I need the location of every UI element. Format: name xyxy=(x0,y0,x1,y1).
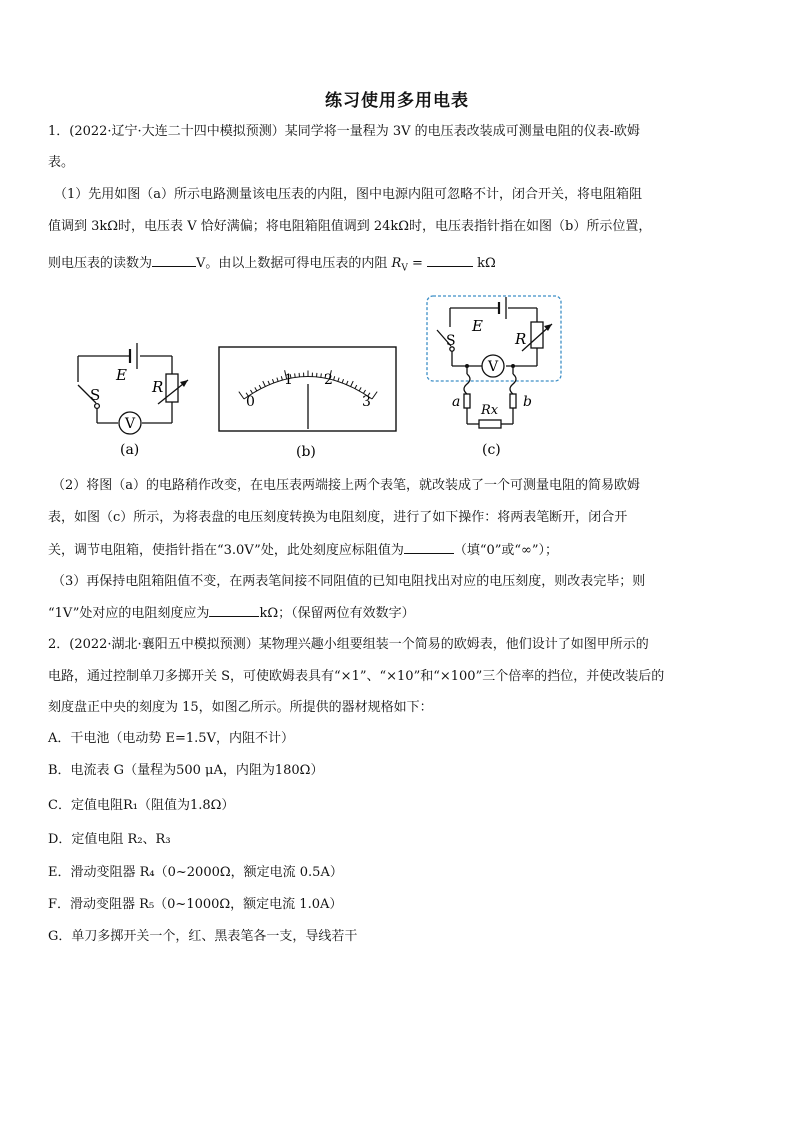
q1-line-1: 1．(2022·辽宁·大连二十四中模拟预测）某同学将一量程为 3V 的电压表改装成可测量电阻的仪表-欧姆 xyxy=(48,124,641,139)
fig-c-probe-a-label: a xyxy=(452,394,461,410)
q1-p3-prompt: “1V”处对应的电阻刻度应为 xyxy=(48,606,210,621)
q2-item-d: D．定值电阻 R₂、R₃ xyxy=(48,832,171,847)
dial-tick xyxy=(363,390,365,393)
dial-tick xyxy=(372,392,377,399)
dial-tick xyxy=(268,381,270,385)
q2-line-3: 刻度盘正中央的刻度为 15，如图乙所示。所提供的器材规格如下： xyxy=(48,700,433,715)
fig-a-emf-label: E xyxy=(116,366,127,384)
q2-item-e: E．滑动变阻器 R₄（0~2000Ω，额定电流 0.5A） xyxy=(48,865,343,880)
fig-a-switch-label: S xyxy=(90,386,101,404)
fig-c-caption: (c) xyxy=(482,442,501,458)
fig-c-emf-label: E xyxy=(472,317,483,335)
dial-tick xyxy=(295,373,296,377)
dial-tick-label-2: 2 xyxy=(324,372,333,388)
dial-tick-label-1: 1 xyxy=(284,372,293,388)
dial-tick xyxy=(321,373,322,377)
q2-item-g: G．单刀多掷开关一个，红、黑表笔各一支，导线若干 xyxy=(48,929,358,944)
q2-line-1: 2．(2022·湖北·襄阳五中模拟预测）某物理兴趣小组要组装一个简易的欧姆表，他们设计了如图甲所示的 xyxy=(48,637,649,652)
fig-b-caption: (b) xyxy=(296,444,316,460)
q1-p2-prompt: 关，调节电阻箱，使指针指在“3.0V”处，此处刻度应标阻值为 xyxy=(48,543,404,558)
q1-p2-line-3 xyxy=(48,541,558,560)
dial-tick xyxy=(338,378,339,382)
answer-blank-voltage[interactable] xyxy=(152,254,196,267)
figure-a-circuit xyxy=(70,340,200,460)
q1-p1-line-2: 值调到 3kΩ时，电压表 V 恰好满偏；将电阻箱阻值调到 24kΩ时，电压表指针指在如图（b）所示位置， xyxy=(48,219,652,234)
dial-tick xyxy=(351,381,354,386)
q2-item-a: A．干电池（电动势 E=1.5V，内阻不计） xyxy=(48,731,294,746)
q1-p1-line-1: （1）先用如图（a）所示电路测量该电压表的内阻，图中电源内阻可忽略不计，闭合开关，将电阻箱阻 xyxy=(54,187,643,202)
q1-p3-line-1: （3）再保持电阻箱阻值不变，在两表笔间接不同阻值的已知电阻找出对应的电压刻度，则改表完毕；则 xyxy=(52,574,646,589)
dial-tick xyxy=(263,381,266,386)
fig-c-switch-label: S xyxy=(446,333,456,349)
dial-tick-label-0: 0 xyxy=(246,394,255,410)
dial-tick xyxy=(281,376,282,380)
fig-c-resistor-label: R xyxy=(515,330,527,348)
q1-resistance-prompt: V。由以上数据可得电压表的内阻 xyxy=(196,256,388,271)
q1-p2-line-2: 表，如图（c）所示，为将表盘的电压刻度转换为电阻刻度，进行了如下操作：将两表笔断开，闭合开 xyxy=(48,510,628,525)
q2-item-b: B．电流表 G（量程为500 μA，内阻为180Ω） xyxy=(48,763,324,778)
dial-tick xyxy=(259,385,261,389)
dial-tick xyxy=(239,392,244,399)
dial-tick xyxy=(255,387,257,390)
dial-tick xyxy=(272,379,273,383)
figure-c-ohmmeter-circuit xyxy=(420,292,570,462)
fig-a-resistor-label: R xyxy=(152,378,164,396)
answer-blank-resistance[interactable] xyxy=(427,254,473,267)
dial-tick-label-3: 3 xyxy=(362,394,371,410)
fig-c-meter-label: V xyxy=(487,359,499,375)
q1-line-2: 表。 xyxy=(48,155,75,170)
dial-tick xyxy=(346,381,348,385)
dial-tick xyxy=(342,379,343,383)
dial-tick xyxy=(355,385,357,389)
page-title: 练习使用多用电表 xyxy=(325,91,469,111)
dial-tick xyxy=(277,378,278,382)
rv-symbol: R xyxy=(391,256,402,271)
answer-blank-scale[interactable] xyxy=(404,541,454,554)
answer-blank-1v-resistance[interactable] xyxy=(209,604,259,617)
equals-sign: = xyxy=(411,256,423,271)
q1-p3-line-2 xyxy=(48,604,415,623)
q1-p3-hint: kΩ；（保留两位有效数字） xyxy=(259,606,415,621)
fig-a-caption: (a) xyxy=(120,442,140,458)
dial-tick xyxy=(359,387,361,390)
q1-p2-line-1: （2）将图（a）的电路稍作改变，在电压表两端接上两个表笔，就改装成了一个可测量电阻的简易欧姆 xyxy=(52,478,641,493)
q2-item-c: C．定值电阻R₁（阻值为1.8Ω） xyxy=(48,798,235,813)
q2-item-f: F．滑动变阻器 R₅（0~1000Ω，额定电流 1.0A） xyxy=(48,897,343,912)
q2-line-2: 电路，通过控制单刀多掷开关 S，可使欧姆表具有“×1”、“×10”和“×100”三个倍率的挡位，并使改装后的 xyxy=(48,669,665,684)
q1-p2-hint: （填“0”或“∞”）； xyxy=(453,543,559,558)
unit-kohm: kΩ xyxy=(477,256,496,271)
figure-b-meter-dial xyxy=(216,344,401,464)
fig-c-probe-b-label: b xyxy=(523,394,532,410)
dial-tick xyxy=(334,376,335,380)
fig-a-meter-label: V xyxy=(124,416,136,432)
q1-p1-line-3: 则电压表的读数为 V。由以上数据可得电压表的内阻 $R_V = k\Omega$ xyxy=(48,256,496,274)
dial-tick xyxy=(250,390,252,393)
fig-c-rx-label: Rx xyxy=(481,403,499,418)
q1-reading-prompt: 则电压表的读数为 xyxy=(48,256,153,271)
